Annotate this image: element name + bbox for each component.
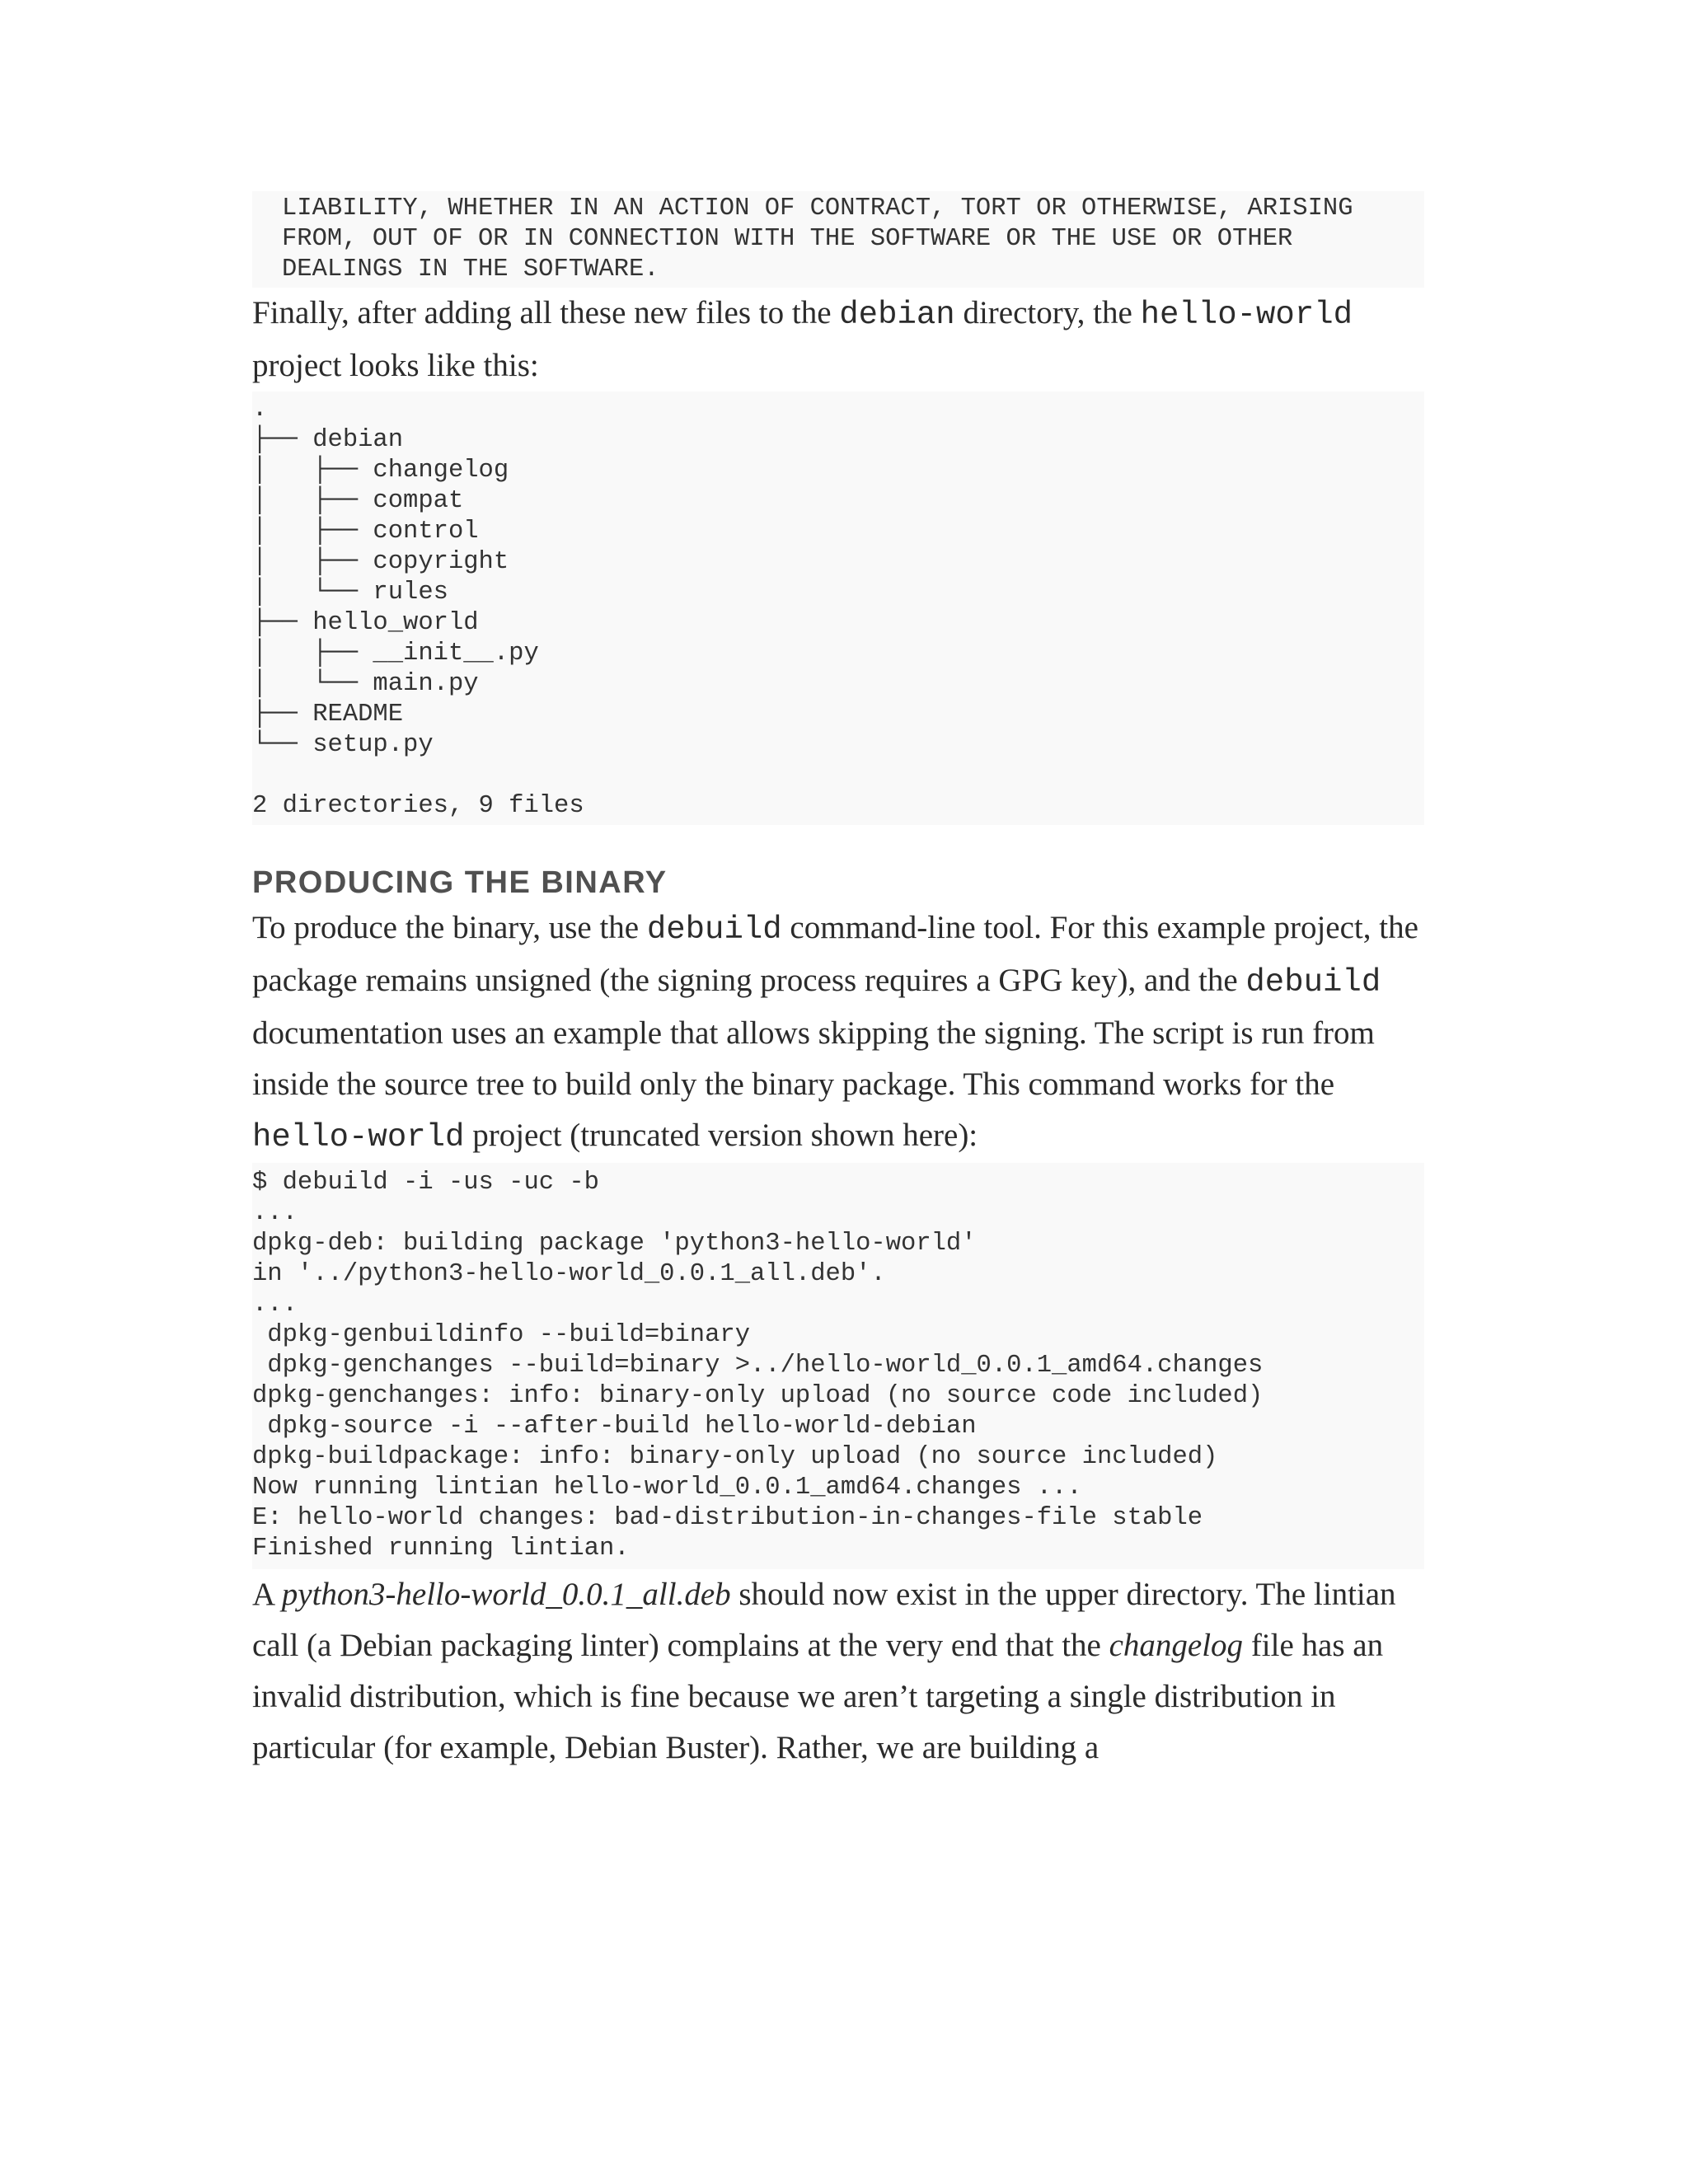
section-heading: PRODUCING THE BINARY bbox=[252, 865, 668, 900]
text-run: Finally, after adding all these new files to the bbox=[252, 295, 840, 330]
debuild-output-code-block: $ debuild -i -us -uc -b ... dpkg-deb: building package 'python3-hello-world' in '../python3-hello-world_0.0.1_all.deb'. ... dpkg-genbuildinfo --build=binary dpkg-genchanges --build=binary >../hello-world_0.0.1_amd64.changes dpkg-genchanges: info: binary-only upload (no source code included) dpkg-source -i --after-build hello-world-debian dpkg-buildpackage: info: binary-only upload (no source included) Now running lintian hello-world_0.0.1_amd64.changes ... E: hello-world changes: bad-distribution-in-changes-file stable Finished running lintian. bbox=[252, 1163, 1424, 1569]
inline-code: hello-world bbox=[252, 1119, 465, 1155]
paragraph-project-layout bbox=[252, 288, 1424, 391]
document-page bbox=[252, 191, 1424, 1774]
text-run: To produce the binary, use the bbox=[252, 910, 647, 945]
inline-code: hello-world bbox=[1140, 297, 1353, 333]
text-run: project (truncated version shown here): bbox=[464, 1118, 978, 1153]
text-run: directory, the bbox=[954, 295, 1141, 330]
directory-tree-code-block: . ├── debian │ ├── changelog │ ├── compat │ ├── control │ ├── copyright │ └── rules ├── hello_world │ ├── __init__.py │ └── main.py ├── README └── setup.py 2 directories, 9 files bbox=[252, 391, 1424, 825]
paragraph-lintian bbox=[252, 1569, 1424, 1774]
text-run: A bbox=[252, 1577, 282, 1612]
text-run: should now exist in the upper directory. The lintian call (a Debian packaging linter) complains at the very end that the bbox=[252, 1577, 1396, 1663]
inline-code: debuild bbox=[1245, 964, 1381, 1001]
text-run: file has an invalid distribution, which is fine because we aren’t targeting a single distribution in particular (for example, Debian Buster). Rather, we are building a bbox=[252, 1628, 1384, 1765]
emphasis-filename: changelog bbox=[1109, 1628, 1244, 1663]
inline-code: debian bbox=[839, 297, 955, 333]
inline-code: debuild bbox=[646, 912, 782, 948]
paragraph-debuild bbox=[252, 902, 1424, 1163]
emphasis-filename: python3-hello-world_0.0.1_all.deb bbox=[281, 1577, 731, 1612]
license-code-block: LIABILITY, WHETHER IN AN ACTION OF CONTRACT, TORT OR OTHERWISE, ARISING FROM, OUT OF OR IN CONNECTION WITH THE SOFTWARE OR THE USE OR OTHER DEALINGS IN THE SOFTWARE. bbox=[252, 191, 1424, 288]
text-run: project looks like this: bbox=[252, 348, 539, 383]
text-run: documentation uses an example that allows skipping the signing. The script is run from inside the source tree to build only the binary package. This command works for the bbox=[252, 1015, 1375, 1102]
text-run: command-line tool. For this example project, the package remains unsigned (the signing process requires a GPG key), and the bbox=[252, 910, 1418, 998]
